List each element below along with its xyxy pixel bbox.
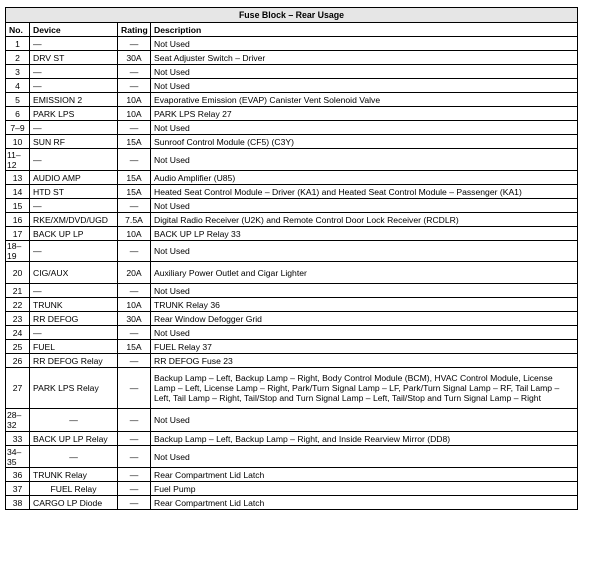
header-no: No. [6, 23, 30, 37]
cell-no: 10 [6, 135, 30, 149]
cell-rating: — [118, 284, 151, 298]
table-row [6, 149, 578, 171]
table-row [6, 227, 578, 241]
cell-rating: 7.5A [118, 213, 151, 227]
cell-rating: — [118, 409, 151, 432]
cell-rating: — [118, 121, 151, 135]
cell-no: 25 [6, 340, 30, 354]
cell-description: FUEL Relay 37 [151, 340, 578, 354]
cell-description: Rear Window Defogger Grid [151, 312, 578, 326]
table-row [6, 51, 578, 65]
cell-rating: — [118, 368, 151, 409]
cell-no: 33 [6, 432, 30, 446]
table-row [6, 284, 578, 298]
table-row [6, 185, 578, 199]
cell-description: Fuel Pump [151, 482, 578, 496]
cell-description: Not Used [151, 199, 578, 213]
cell-rating: — [118, 468, 151, 482]
cell-description: Not Used [151, 284, 578, 298]
cell-no: 24 [6, 326, 30, 340]
table-row [6, 482, 578, 496]
cell-device: DRV ST [30, 51, 118, 65]
cell-device: — [30, 149, 118, 171]
cell-description: Not Used [151, 241, 578, 262]
table-row [6, 37, 578, 51]
cell-description: Sunroof Control Module (CF5) (C3Y) [151, 135, 578, 149]
cell-description: Digital Radio Receiver (U2K) and Remote Control Door Lock Receiver (RCDLR) [151, 213, 578, 227]
fuse-block-table [5, 7, 578, 510]
cell-no: 2 [6, 51, 30, 65]
table-row [6, 262, 578, 284]
cell-device: RR DEFOG [30, 312, 118, 326]
cell-description: Rear Compartment Lid Latch [151, 468, 578, 482]
cell-description: Audio Amplifier (U85) [151, 171, 578, 185]
cell-no: 11–12 [6, 149, 30, 171]
cell-no: 6 [6, 107, 30, 121]
cell-device: CARGO LP Diode [30, 496, 118, 510]
table-row [6, 241, 578, 262]
cell-no: 21 [6, 284, 30, 298]
cell-device: AUDIO AMP [30, 171, 118, 185]
cell-device: RKE/XM/DVD/UGD [30, 213, 118, 227]
cell-device: EMISSION 2 [30, 93, 118, 107]
cell-rating: 30A [118, 51, 151, 65]
cell-device: — [30, 409, 118, 432]
cell-no: 14 [6, 185, 30, 199]
cell-no: 1 [6, 37, 30, 51]
cell-device: — [30, 284, 118, 298]
table-row [6, 121, 578, 135]
cell-device: — [30, 79, 118, 93]
table-row [6, 340, 578, 354]
cell-device: — [30, 121, 118, 135]
cell-device: — [30, 37, 118, 51]
cell-rating: — [118, 37, 151, 51]
header-rating: Rating [118, 23, 151, 37]
cell-description: Not Used [151, 37, 578, 51]
table-row [6, 312, 578, 326]
cell-device: BACK UP LP Relay [30, 432, 118, 446]
cell-no: 27 [6, 368, 30, 409]
cell-no: 28–32 [6, 409, 30, 432]
cell-device: — [30, 241, 118, 262]
cell-rating: 15A [118, 135, 151, 149]
cell-description: Heated Seat Control Module – Driver (KA1) and Heated Seat Control Module – Passenger (KA1) [151, 185, 578, 199]
table-row [6, 368, 578, 409]
table-row [6, 199, 578, 213]
cell-description: Backup Lamp – Left, Backup Lamp – Right, Body Control Module (BCM), HVAC Control Module, License Lamp – Left, License Lamp – Right, Park/Turn Signal Lamp – LF, Park/Turn Signal Lamp – RF, Tail Lamp – Left, Tail Lamp – Right, Tail/Stop and Turn Signal Lamp – Left, Tail/Stop and Turn Signal Lamp – Right [151, 368, 578, 409]
fuse-table-frame [5, 7, 577, 510]
cell-device: FUEL Relay [30, 482, 118, 496]
table-row [6, 79, 578, 93]
table-row [6, 65, 578, 79]
cell-description: Not Used [151, 121, 578, 135]
cell-rating: 20A [118, 262, 151, 284]
cell-no: 17 [6, 227, 30, 241]
cell-description: Not Used [151, 79, 578, 93]
cell-device: — [30, 65, 118, 79]
cell-description: RR DEFOG Fuse 23 [151, 354, 578, 368]
table-row [6, 432, 578, 446]
cell-description: Not Used [151, 326, 578, 340]
cell-device: — [30, 199, 118, 213]
cell-device: CIG/AUX [30, 262, 118, 284]
cell-rating: 30A [118, 312, 151, 326]
cell-device: TRUNK [30, 298, 118, 312]
cell-rating: 10A [118, 227, 151, 241]
cell-no: 22 [6, 298, 30, 312]
cell-device: BACK UP LP [30, 227, 118, 241]
cell-rating: 10A [118, 107, 151, 121]
cell-device: RR DEFOG Relay [30, 354, 118, 368]
cell-rating: — [118, 241, 151, 262]
cell-rating: — [118, 432, 151, 446]
cell-device: TRUNK Relay [30, 468, 118, 482]
cell-description: Not Used [151, 65, 578, 79]
cell-rating: — [118, 199, 151, 213]
cell-description: PARK LPS Relay 27 [151, 107, 578, 121]
header-description: Description [151, 23, 578, 37]
cell-description: Auxiliary Power Outlet and Cigar Lighter [151, 262, 578, 284]
cell-no: 37 [6, 482, 30, 496]
cell-no: 34–35 [6, 446, 30, 468]
cell-no: 4 [6, 79, 30, 93]
cell-no: 16 [6, 213, 30, 227]
cell-description: Not Used [151, 446, 578, 468]
cell-rating: — [118, 79, 151, 93]
cell-rating: — [118, 326, 151, 340]
cell-rating: — [118, 446, 151, 468]
table-caption: Fuse Block – Rear Usage [6, 8, 578, 23]
cell-device: HTD ST [30, 185, 118, 199]
header-device: Device [30, 23, 118, 37]
cell-device: — [30, 446, 118, 468]
cell-device: SUN RF [30, 135, 118, 149]
table-row [6, 326, 578, 340]
cell-description: Not Used [151, 409, 578, 432]
cell-description: Not Used [151, 149, 578, 171]
cell-rating: — [118, 496, 151, 510]
fuse-rows [6, 37, 578, 510]
cell-description: Rear Compartment Lid Latch [151, 496, 578, 510]
cell-device: PARK LPS Relay [30, 368, 118, 409]
cell-no: 13 [6, 171, 30, 185]
cell-rating: — [118, 354, 151, 368]
cell-description: BACK UP LP Relay 33 [151, 227, 578, 241]
cell-no: 23 [6, 312, 30, 326]
cell-description: Backup Lamp – Left, Backup Lamp – Right, and Inside Rearview Mirror (DD8) [151, 432, 578, 446]
table-row [6, 171, 578, 185]
cell-no: 26 [6, 354, 30, 368]
table-row [6, 93, 578, 107]
table-row [6, 446, 578, 468]
table-row [6, 354, 578, 368]
table-row [6, 298, 578, 312]
table-row [6, 107, 578, 121]
cell-rating: 15A [118, 185, 151, 199]
table-row [6, 496, 578, 510]
cell-description: Evaporative Emission (EVAP) Canister Vent Solenoid Valve [151, 93, 578, 107]
cell-device: PARK LPS [30, 107, 118, 121]
cell-rating: — [118, 149, 151, 171]
cell-no: 5 [6, 93, 30, 107]
cell-rating: 10A [118, 298, 151, 312]
cell-description: TRUNK Relay 36 [151, 298, 578, 312]
cell-no: 36 [6, 468, 30, 482]
cell-device: — [30, 326, 118, 340]
cell-description: Seat Adjuster Switch – Driver [151, 51, 578, 65]
cell-rating: — [118, 482, 151, 496]
cell-rating: 15A [118, 171, 151, 185]
cell-no: 18–19 [6, 241, 30, 262]
cell-rating: — [118, 65, 151, 79]
table-row [6, 213, 578, 227]
table-row [6, 468, 578, 482]
cell-device: FUEL [30, 340, 118, 354]
cell-no: 38 [6, 496, 30, 510]
cell-no: 20 [6, 262, 30, 284]
cell-no: 15 [6, 199, 30, 213]
cell-no: 3 [6, 65, 30, 79]
cell-rating: 10A [118, 93, 151, 107]
table-row [6, 409, 578, 432]
cell-no: 7–9 [6, 121, 30, 135]
cell-rating: 15A [118, 340, 151, 354]
table-row [6, 135, 578, 149]
